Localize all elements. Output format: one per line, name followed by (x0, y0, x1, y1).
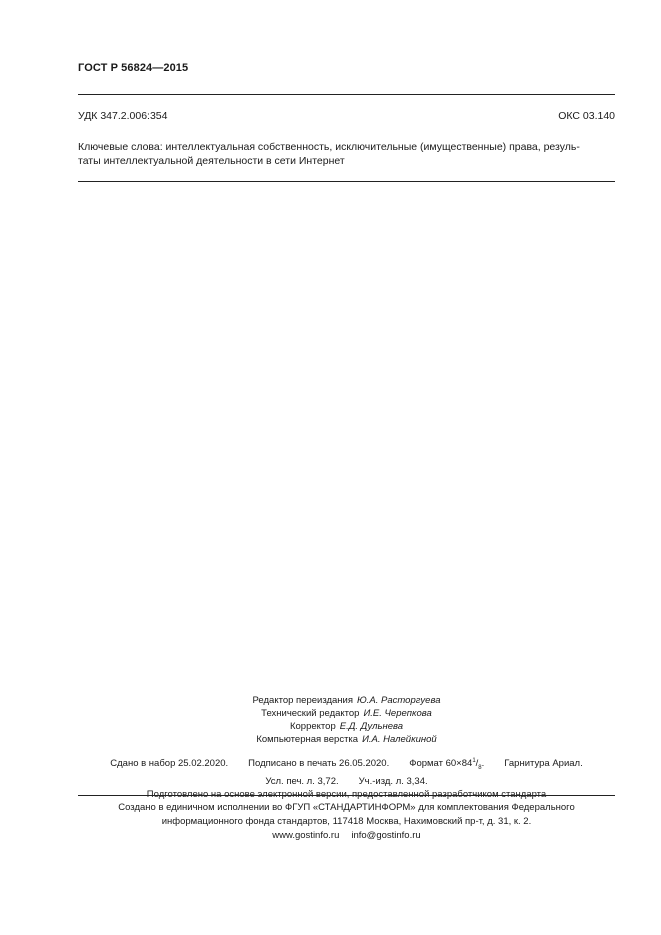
staff-row (78, 707, 615, 720)
staff-row (78, 694, 615, 707)
keywords-line-2: таты интеллектуальной деятельности в сети Интернет (78, 155, 345, 167)
staff-name: И.А. Налейкиной (362, 734, 437, 745)
publisher-line-2: информационного фонда стандартов, 117418 Москва, Нахимовский пр-т, д. 31, к. 2. (161, 816, 532, 827)
keywords-divider (78, 181, 615, 182)
publisher-block (78, 801, 615, 843)
staff-credits (78, 694, 615, 746)
print-sheets: Усл. печ. л. 3,72. (265, 776, 339, 788)
typeface: Гарнитура Ариал. (504, 758, 583, 770)
keywords-block (78, 140, 615, 168)
staff-role: Редактор переиздания (252, 695, 354, 706)
publisher-contacts (78, 829, 615, 843)
paper-format: Формат $60\times 84^1/_8$. (409, 758, 485, 772)
publisher-line-1: Создано в единичном исполнении во ФГУП «СТАНДАРТИНФОРМ» для комплектования Федерального (118, 802, 575, 813)
submitted-date: Сдано в набор 25.02.2020. (110, 758, 229, 770)
keywords-line-1: Ключевые слова: интеллектуальная собственность, исключительные (имущественные) права, резуль- (78, 141, 580, 153)
staff-role: Корректор (289, 721, 336, 732)
signed-date: Подписано в печать 26.05.2020. (248, 758, 390, 770)
imprint-row-1 (78, 755, 615, 775)
staff-role: Компьютерная верстка (256, 734, 359, 745)
imprint-divider (78, 795, 615, 796)
staff-name: Ю.А. Расторгуева (357, 695, 441, 706)
imprint-row-2 (78, 775, 615, 788)
imprint-row-3: Подготовлено на основе электронной версии, предоставленной разработчиком стандарта (146, 789, 547, 801)
publication-sheets: Уч.-изд. л. 3,34. (358, 776, 428, 788)
document-title: ГОСТ Р 56824—2015 (78, 62, 189, 74)
staff-row (78, 733, 615, 746)
email-link[interactable]: info@gostinfo.ru (351, 830, 421, 841)
staff-name: Е.Д. Дульнева (339, 721, 404, 732)
staff-name: И.Е. Черепкова (363, 708, 432, 719)
header-divider (78, 94, 615, 95)
staff-row (78, 720, 615, 733)
udk-code: УДК 347.2.006:354 (78, 110, 168, 122)
website-link[interactable]: www.gostinfo.ru (272, 830, 340, 841)
oks-code: ОКС 03.140 (558, 110, 615, 122)
staff-role: Технический редактор (261, 708, 360, 719)
